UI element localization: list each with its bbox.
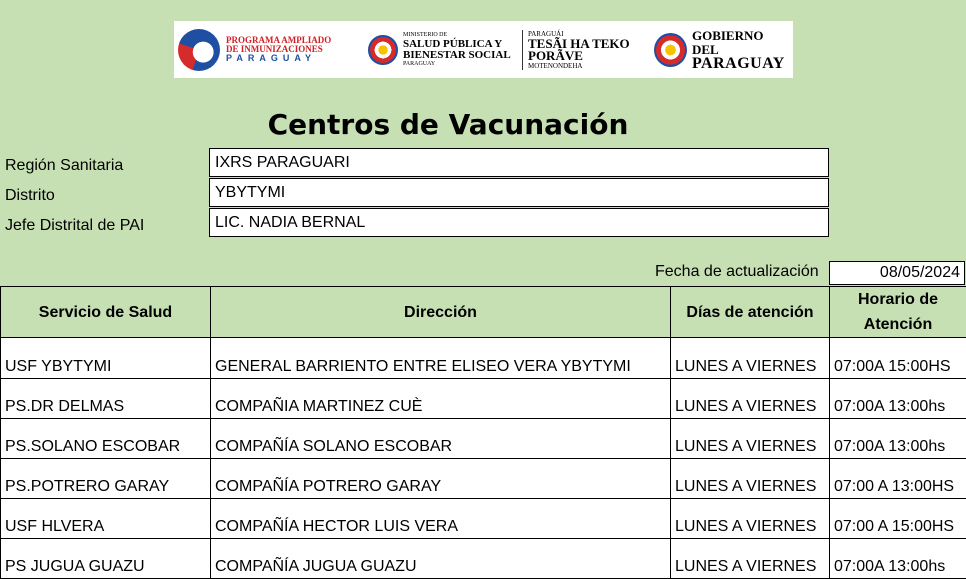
ministry-seal-icon <box>368 35 398 65</box>
pai-logo-line1: PROGRAMA AMPLIADO <box>226 36 331 45</box>
cell-hours[interactable]: 07:00 A 15:00HS <box>830 499 966 539</box>
cell-address[interactable]: GENERAL BARRIENTO ENTRE ELISEO VERA YBYTYMI <box>211 338 671 379</box>
region-label: Región Sanitaria <box>5 157 123 175</box>
cell-service[interactable]: PS.DR DELMAS <box>1 379 211 419</box>
logo-banner <box>174 21 793 78</box>
ministry-line2: BIENESTAR SOCIAL <box>403 50 511 61</box>
table-header-row <box>1 287 966 338</box>
gobierno-line1: GOBIERNO DEL <box>692 29 790 57</box>
update-label: Fecha de actualización <box>655 263 819 281</box>
cell-days[interactable]: LUNES A VIERNES <box>671 379 830 419</box>
pai-emblem-icon <box>178 29 220 71</box>
table-row <box>1 539 966 579</box>
header-address: Dirección <box>211 287 671 338</box>
pai-logo-line2: DE INMUNIZACIONES <box>226 45 331 54</box>
tesai-line2: PORÃVE <box>528 50 630 62</box>
gobierno-line2: PARAGUAY <box>692 57 790 71</box>
tesai-sub: MOTENONDEHA <box>528 62 630 70</box>
table-row <box>1 499 966 539</box>
tesai-logo <box>528 21 638 78</box>
cell-days[interactable]: LUNES A VIERNES <box>671 499 830 539</box>
ministry-line1: SALUD PÚBLICA Y <box>403 39 511 50</box>
update-date[interactable]: 08/05/2024 <box>829 261 965 285</box>
pai-logo <box>178 21 348 78</box>
tesai-small: PARAGUÁI <box>528 30 630 38</box>
vaccination-table <box>0 286 966 579</box>
chief-value[interactable]: LIC. NADIA BERNAL <box>209 208 829 237</box>
cell-service[interactable]: PS.SOLANO ESCOBAR <box>1 419 211 459</box>
header-hours: Horario de Atención <box>830 287 966 338</box>
cell-hours[interactable]: 07:00A 13:00hs <box>830 419 966 459</box>
cell-address[interactable]: COMPAÑÍA HECTOR LUIS VERA <box>211 499 671 539</box>
cell-hours[interactable]: 07:00A 15:00HS <box>830 338 966 379</box>
cell-days[interactable]: LUNES A VIERNES <box>671 419 830 459</box>
table-row <box>1 419 966 459</box>
gobierno-seal-icon <box>654 33 687 67</box>
cell-service[interactable]: PS.POTRERO GARAY <box>1 459 211 499</box>
logo-divider <box>522 30 523 70</box>
district-label: Distrito <box>5 187 55 205</box>
table-row <box>1 459 966 499</box>
page-title: Centros de Vacunación <box>0 108 966 141</box>
chief-label: Jefe Distrital de PAI <box>5 217 144 235</box>
cell-service[interactable]: PS JUGUA GUAZU <box>1 539 211 579</box>
cell-address[interactable]: COMPAÑIA MARTINEZ CUÈ <box>211 379 671 419</box>
header-service: Servicio de Salud <box>1 287 211 338</box>
tesai-line1: TESÃI HA TEKO <box>528 38 630 50</box>
ministry-sub: PARAGUAY <box>403 61 511 68</box>
ministry-small: MINISTERIO DE <box>403 32 511 39</box>
header-days: Días de atención <box>671 287 830 338</box>
ministry-logo <box>368 21 518 78</box>
cell-service[interactable]: USF YBYTYMI <box>1 338 211 379</box>
cell-hours[interactable]: 07:00A 13:00hs <box>830 539 966 579</box>
table-row <box>1 338 966 379</box>
cell-service[interactable]: USF HLVERA <box>1 499 211 539</box>
pai-logo-line3: PARAGUAY <box>226 54 331 63</box>
cell-days[interactable]: LUNES A VIERNES <box>671 539 830 579</box>
cell-hours[interactable]: 07:00A 13:00hs <box>830 379 966 419</box>
gobierno-logo <box>654 21 790 78</box>
cell-address[interactable]: COMPAÑÍA SOLANO ESCOBAR <box>211 419 671 459</box>
table-row <box>1 379 966 419</box>
cell-days[interactable]: LUNES A VIERNES <box>671 338 830 379</box>
cell-days[interactable]: LUNES A VIERNES <box>671 459 830 499</box>
cell-address[interactable]: COMPAÑÍA JUGUA GUAZU <box>211 539 671 579</box>
region-value[interactable]: IXRS PARAGUARI <box>209 148 829 177</box>
cell-address[interactable]: COMPAÑÍA POTRERO GARAY <box>211 459 671 499</box>
cell-hours[interactable]: 07:00 A 13:00HS <box>830 459 966 499</box>
district-value[interactable]: YBYTYMI <box>209 178 829 207</box>
